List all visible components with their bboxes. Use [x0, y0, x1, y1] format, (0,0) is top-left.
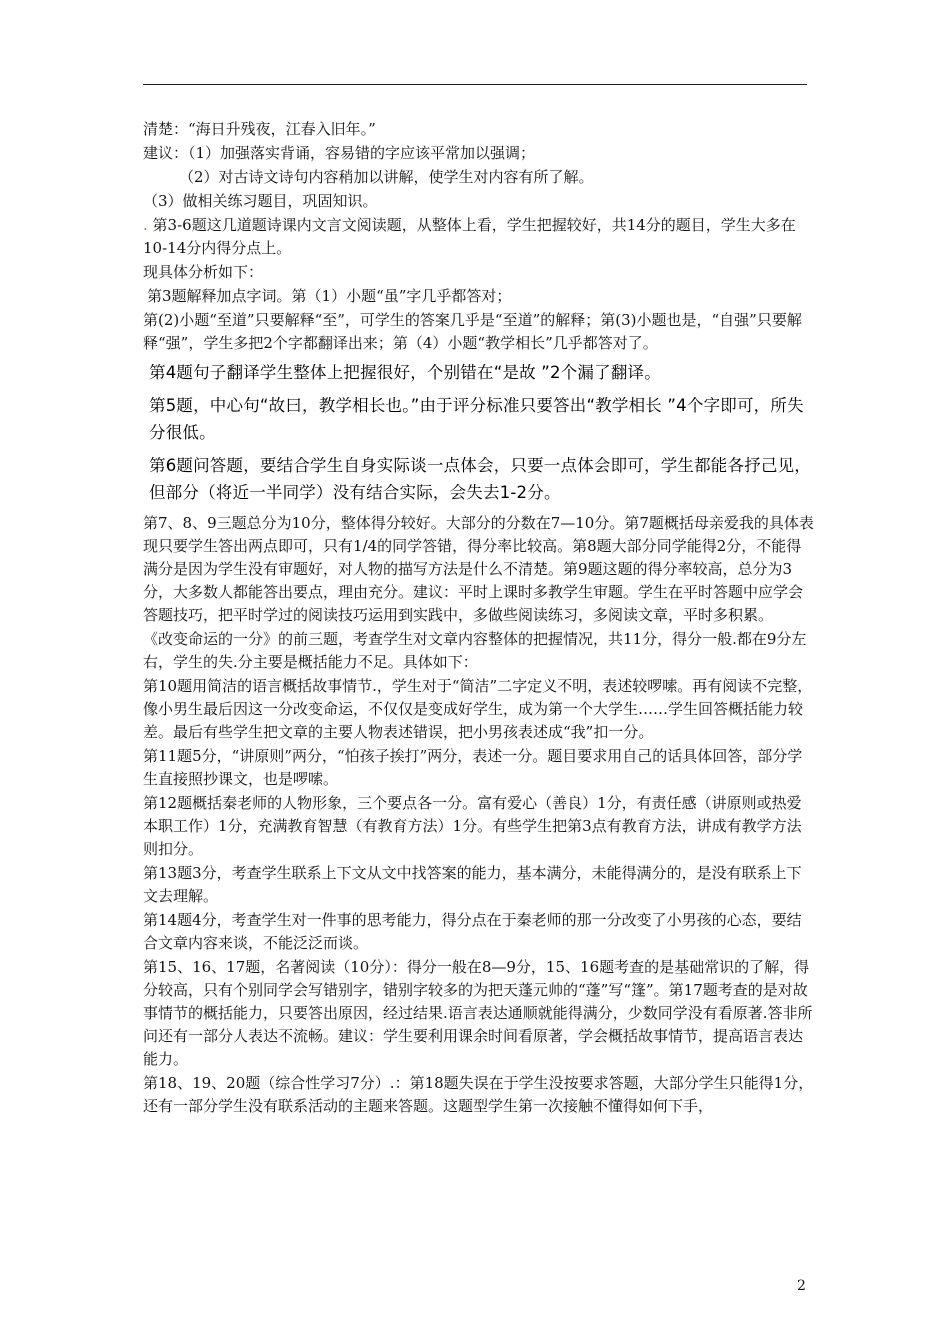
- paragraph: 建议：（1）加强落实背诵，容易错的字应该平常加以强调；: [143, 144, 536, 162]
- paragraph: （3）做相关练习题目，巩固知识。: [143, 192, 378, 210]
- paragraph: 第3题解释加点字词。第（1）小题“虽”字几乎都答对；: [147, 287, 512, 305]
- paragraph: （2）对古诗文诗句内容稍加以讲解，使学生对内容有所了解。: [179, 168, 594, 186]
- paragraph: 第18、19、20题（综合性学习7分）.：第18题失误在于学生没按要求答题，大部分学生只能得1分，还有一部分学生没有联系活动的主题来答题。这题型学生第一次接触不懂得如何下手，: [143, 1074, 814, 1115]
- paragraph: 现具体分析如下：: [143, 263, 264, 281]
- paragraph: 第14题4分，考查学生对一件事的思考能力，得分点在于秦老师的那一分改变了小男孩的心态，要结合文章内容来谈，不能泛泛而谈。: [143, 911, 802, 952]
- paragraph: 《改变命运的一分》的前三题，考查学生对文章内容整体的把握情况，共11分，得分一般.都在9分左右，学生的失.分主要是概括能力不足。具体如下：: [143, 630, 807, 671]
- paragraph-text: 第3-6题这几道题诗课内文言文阅读题，从整体上看，学生把握较好，共14分的题目，学生大多在10-14分内得分点上。: [143, 216, 796, 257]
- document-body: [143, 118, 815, 1119]
- sans-paragraph: 第5题，中心句“故曰，教学相长也。”由于评分标准只要答出“教学相长 ”4个字即可，所失分很低。: [149, 396, 804, 442]
- paragraph: 第7、8、9三题总分为10分，整体得分较好。大部分的分数在7—10分。第7题概括母亲爱我的具体表现只要学生答出两点即可，只有1/4的同学答错，得分率比较高。第8题大部分同学能得2分，不能得满分是因为学生没有审题好，对人物的描写方法是什么不清楚。第9题这题的得分率较高，总分为3分，大多数人都能答出要点，理由充分。建议：平时上课时多教学生审题。学生在平时答题中应学会答题技巧，把平时学过的阅读技巧运用到实践中，多做些阅读练习，多阅读文章，平时多积累。: [143, 514, 814, 624]
- sans-paragraph: 第6题问答题，要结合学生自身实际谈一点体会，只要一点体会即可，学生都能各抒己见，但部分（将近一半同学）没有结合实际，会失去1-2分。: [149, 456, 811, 502]
- sans-paragraph: 第4题句子翻译学生整体上把握很好，个别错在“是故 ”2个漏了翻译。: [149, 363, 661, 382]
- paragraph: 第10题用简洁的语言概括故事情节.，学生对于“简洁”二字定义不明，表述较啰嗦。再有阅读不完整，像小男生最后因这一分改变命运，不仅仅是变成好学生，成为第一个大学生……学生回答概括能力较差。最后有些学生把文章的主要人物表述错误，把小男孩表述成“我”扣一分。: [143, 677, 813, 741]
- paragraph: 第(2)小题“至道”只要解释“至”，可学生的答案几乎是“至道”的解释；第(3)小题也是，“自强”只要解释“强”，学生多把2个字都翻译出来；第（4）小题“教学相长”几乎都答对了。: [143, 311, 802, 352]
- paragraph: 第13题3分，考查学生联系上下文从文中找答案的能力，基本满分，未能得满分的，是没有联系上下文去理解。: [143, 864, 802, 905]
- page-number: 2: [797, 1278, 806, 1294]
- stray-dot: .: [143, 216, 148, 234]
- header-rule: [143, 84, 807, 85]
- paragraph: [143, 214, 815, 260]
- paragraph: 第12题概括秦老师的人物形象，三个要点各一分。富有爱心（善良）1分，有责任感（讲原则或热爱本职工作）1分，充满教育智慧（有教育方法）1分。有些学生把第3点有教育方法，讲成有教学方法则扣分。: [143, 794, 802, 858]
- paragraph: 第11题5分，“讲原则”两分，“怕孩子挨打”两分，表述一分。题目要求用自己的话具体回答，部分学生直接照抄课文，也是啰嗦。: [143, 747, 803, 788]
- paragraph: 清楚：“海日升残夜，江春入旧年。”: [143, 120, 376, 138]
- paragraph: 第15、16、17题，名著阅读（10分）：得分一般在8—9分，15、16题考查的是基础常识的了解，得分较高，只有个别同学会写错别字，错别字较多的为把天蓬元帅的“蓬”写“篷”。第17题考查的是对故事情节的概括能力，只要答出原因，经过结果.语言表达通顺就能得满分，少数同学没有看原著.答非所问还有一部分人表达不流畅。建议：学生要利用课余时间看原著，学会概括故事情节，提高语言表达能力。: [143, 958, 813, 1068]
